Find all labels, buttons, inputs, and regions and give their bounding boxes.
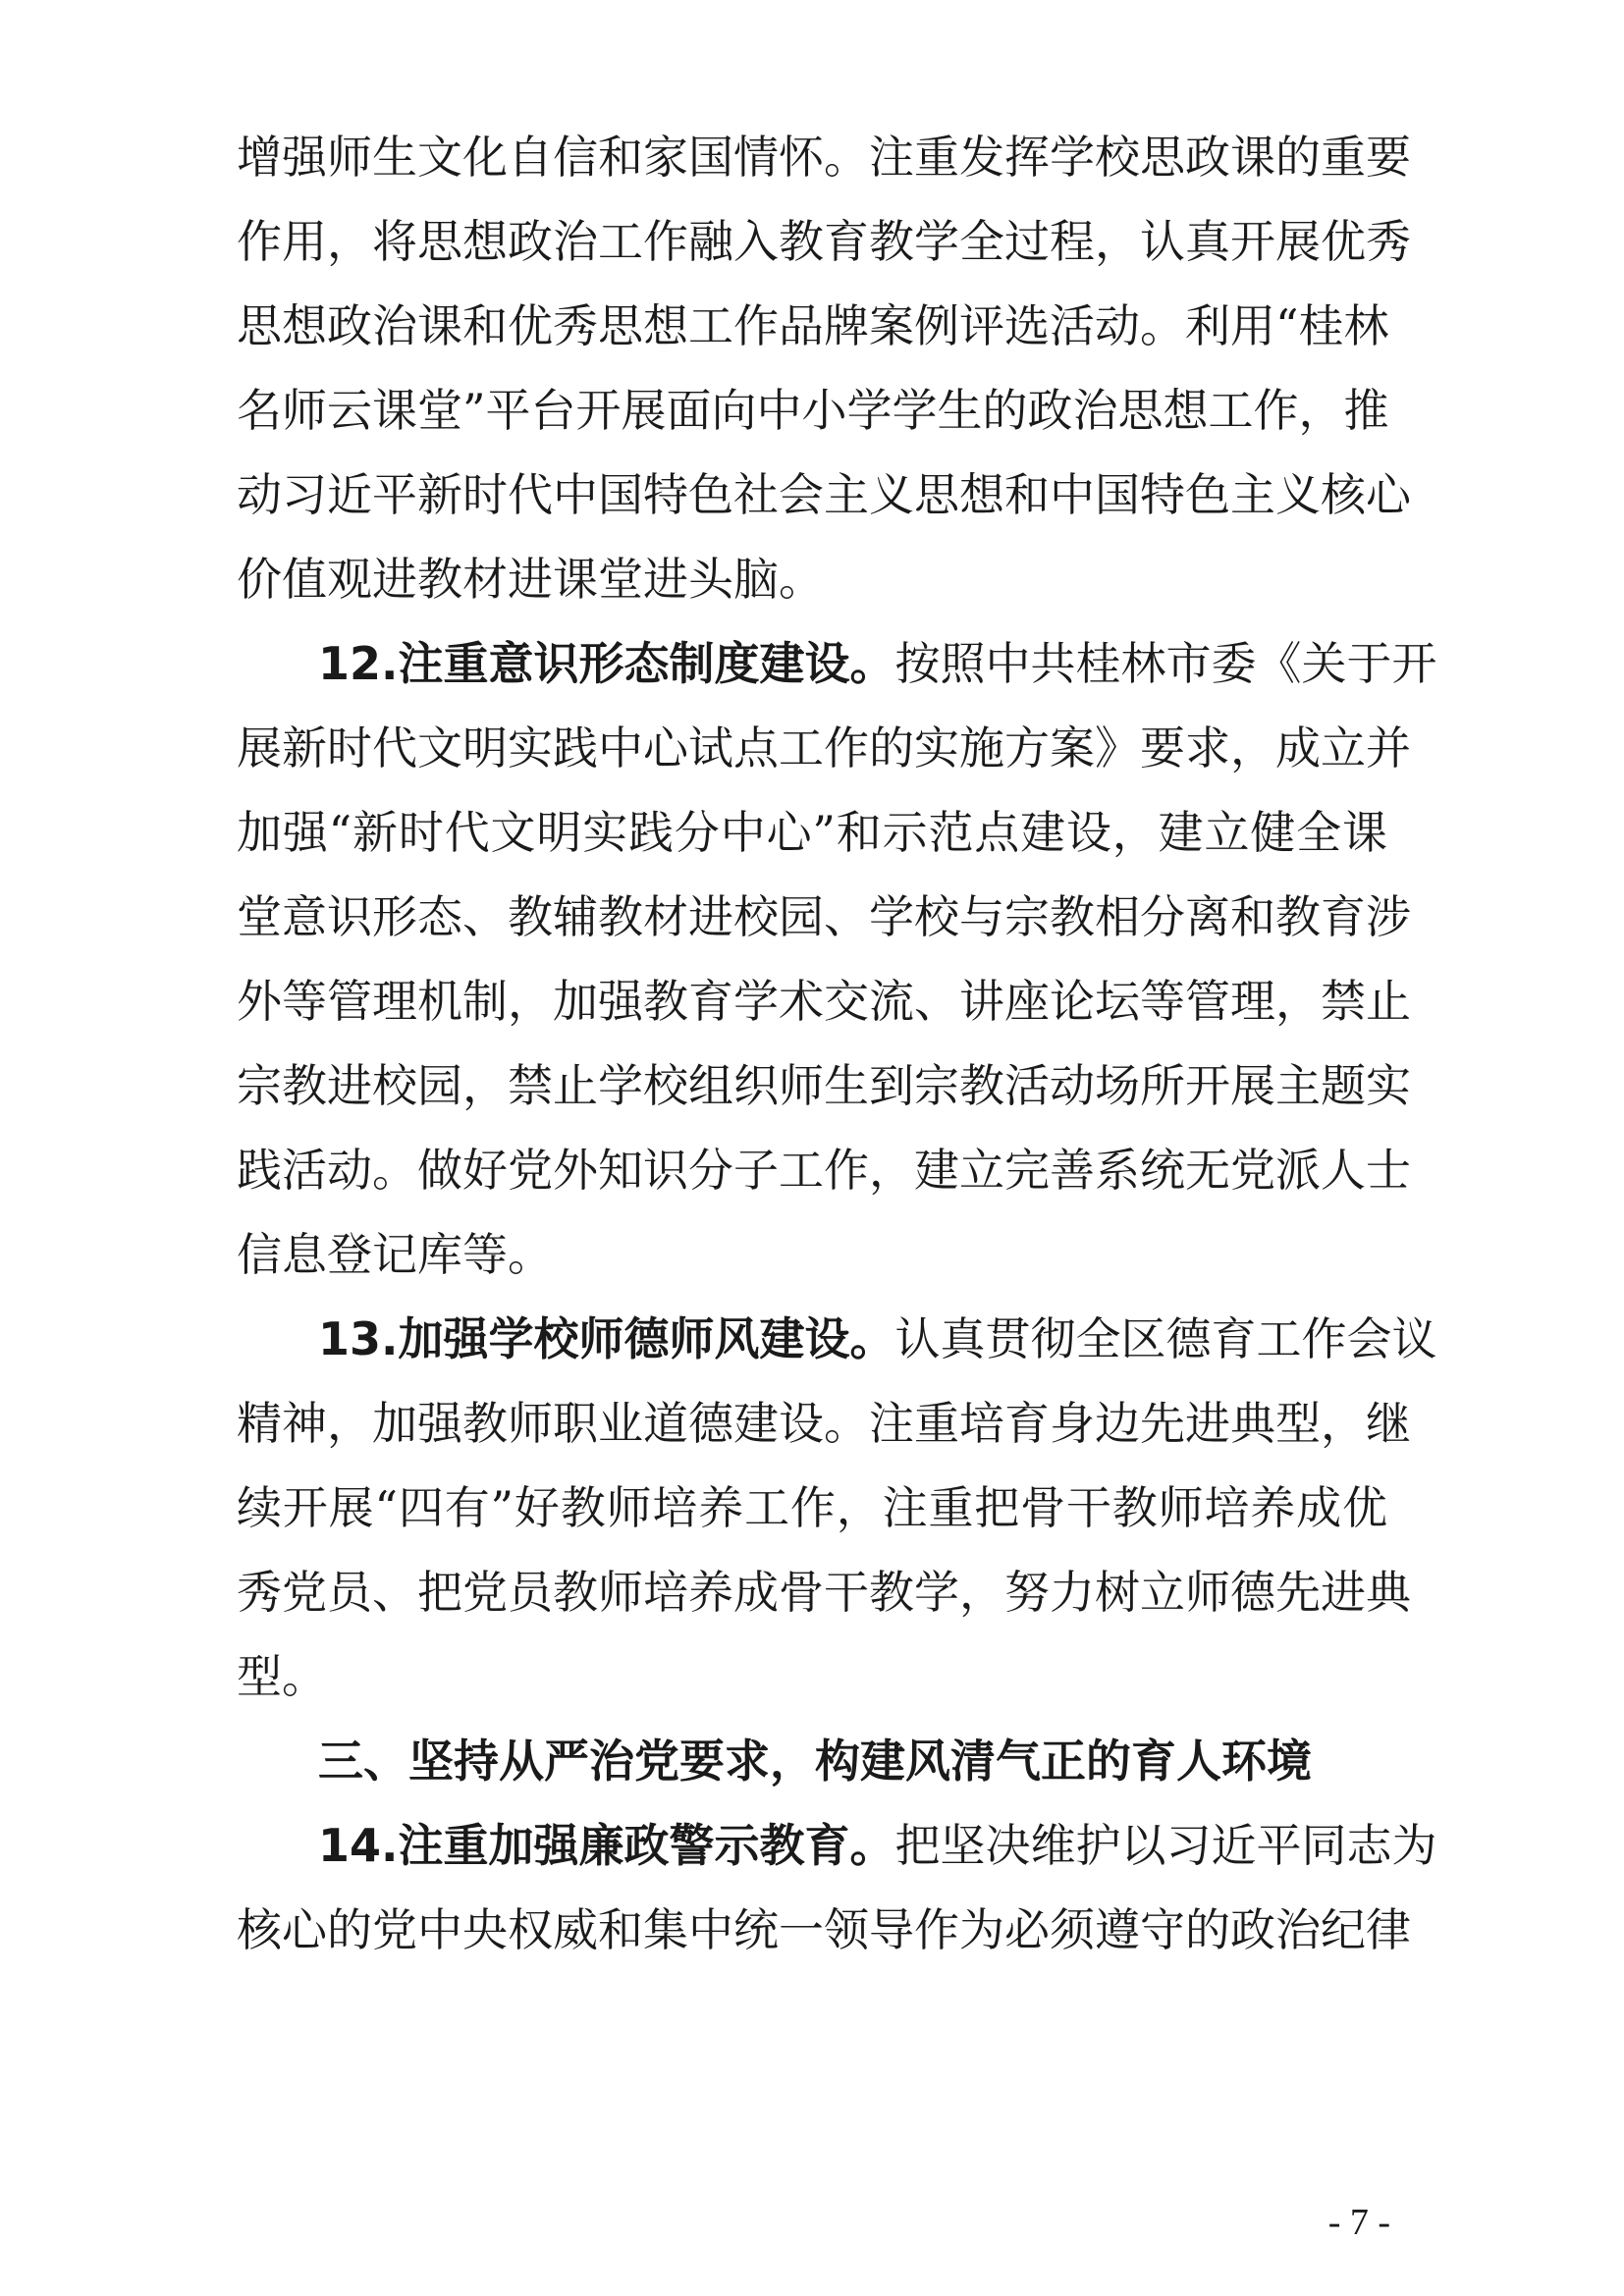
body-text-line: 型。 [237, 1650, 327, 1703]
body-text-line: 宗教进校园，禁止学校组织师生到宗教活动场所开展主题实 [237, 1059, 1411, 1112]
body-text-line: 核心的党中央权威和集中统一领导作为必须遵守的政治纪律 [237, 1903, 1411, 1956]
body-text-line: 秀党员、把党员教师培养成骨干教学，努力树立师德先进典 [237, 1566, 1411, 1619]
body-text-line: 作用，将思想政治工作融入教育教学全过程，认真开展优秀 [237, 215, 1411, 268]
item-14-first-line [318, 1816, 1437, 1875]
body-text-line: 价值观进教材进课堂进头脑。 [237, 553, 824, 606]
item-13-title: 加强学校师德师风建设。 [398, 1312, 895, 1365]
item-12-first-line [318, 634, 1437, 693]
item-14-text: 把坚决维护以习近平同志为 [894, 1819, 1437, 1872]
item-13-first-line [318, 1309, 1437, 1368]
body-text-line: 思想政治课和优秀思想工作品牌案例评选活动。利用“桂林 [237, 299, 1389, 352]
body-text-line: 堂意识形态、教辅教材进校园、学校与宗教相分离和教育涉 [237, 890, 1411, 943]
item-13-number: 13. [318, 1312, 399, 1365]
body-text-line: 外等管理机制，加强教育学术交流、讲座论坛等管理，禁止 [237, 975, 1411, 1028]
body-text-line: 动习近平新时代中国特色社会主义思想和中国特色主义核心 [237, 468, 1411, 521]
section-heading: 三、坚持从严治党要求，构建风清气正的育人环境 [318, 1735, 1312, 1788]
item-14-title: 注重加强廉政警示教育。 [398, 1819, 895, 1872]
body-text-line: 加强“新时代文明实践分中心”和示范点建设，建立健全课 [237, 806, 1387, 859]
item-13-text: 认真贯彻全区德育工作会议 [894, 1312, 1437, 1365]
body-text-line: 续开展“四有”好教师培养工作，注重把骨干教师培养成优 [237, 1481, 1387, 1534]
item-12-title: 注重意识形态制度建设。 [398, 637, 895, 690]
body-text-line: 信息登记库等。 [237, 1228, 553, 1281]
page-number: - 7 - [1327, 2202, 1390, 2243]
item-14-number: 14. [318, 1819, 399, 1872]
body-text-line: 名师云课堂”平台开展面向中小学学生的政治思想工作，推 [237, 384, 1389, 437]
item-12-text: 按照中共桂林市委《关于开 [894, 637, 1437, 690]
body-text-line: 增强师生文化自信和家国情怀。注重发挥学校思政课的重要 [237, 131, 1411, 184]
body-text-line: 精神，加强教师职业道德建设。注重培育身边先进典型，继 [237, 1397, 1411, 1450]
body-text-line: 展新时代文明实践中心试点工作的实施方案》要求，成立并 [237, 721, 1411, 774]
body-text-line: 践活动。做好党外知识分子工作，建立完善系统无党派人士 [237, 1144, 1411, 1197]
item-12-number: 12. [318, 637, 399, 690]
